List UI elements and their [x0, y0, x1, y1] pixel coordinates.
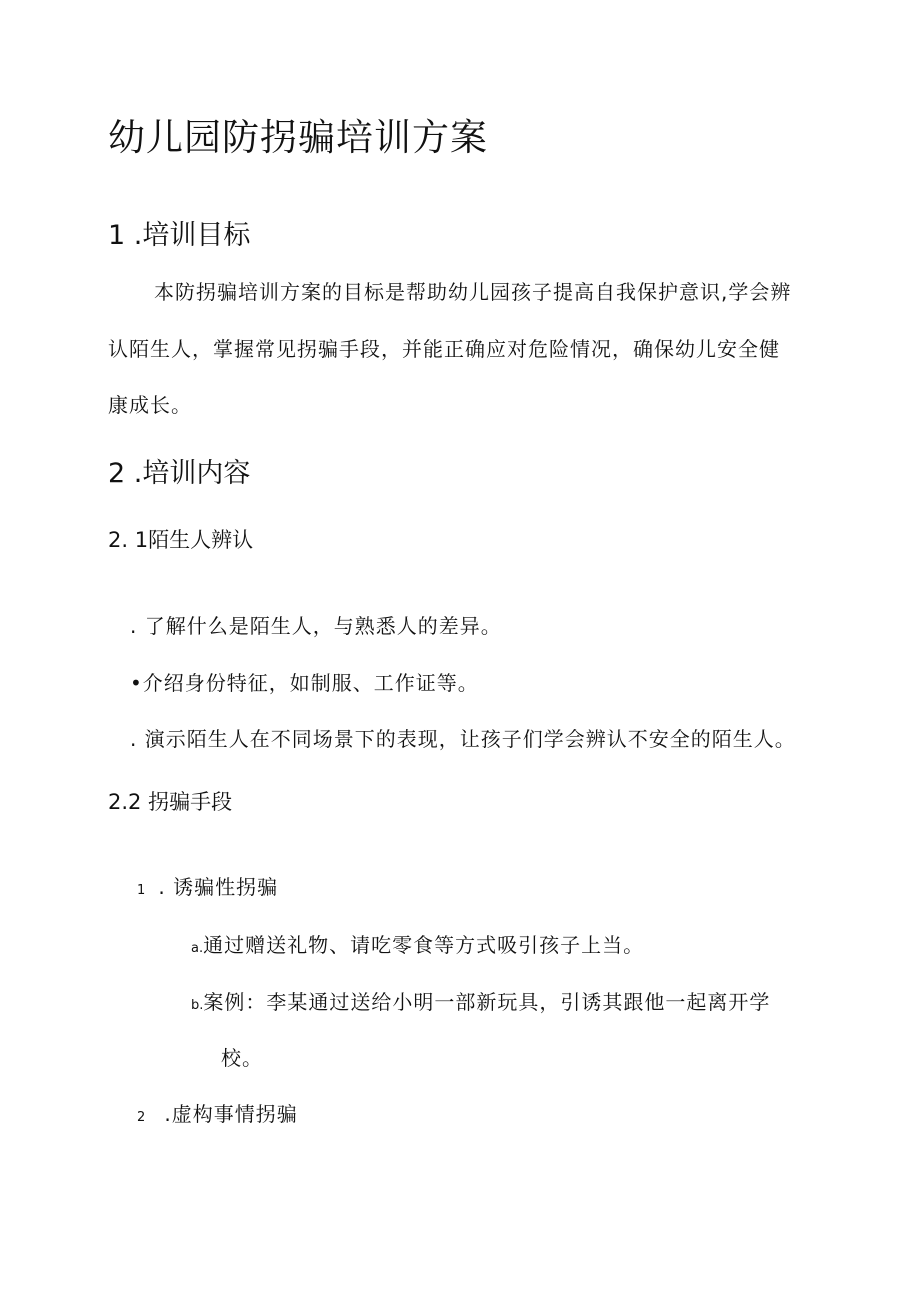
list-item: . 了解什么是陌生人，与熟悉人的差异。 — [130, 614, 502, 638]
document-title: 幼儿园防拐骗培训方案 — [108, 116, 488, 159]
item-a-text: 通过赠送礼物、请吃零食等方式吸引孩子上当。 — [203, 933, 645, 957]
list-item: . 演示陌生人在不同场景下的表现，让孩子们学会辨认不安全的陌生人。 — [130, 727, 796, 751]
list-item: •介绍身份特征，如制服、工作证等。 — [130, 671, 479, 695]
subsection-2-2-heading: 2.2 拐骗手段 — [108, 790, 233, 814]
type-1-item-a — [191, 935, 644, 955]
type-2-line — [137, 1104, 298, 1124]
paragraph-line-3: 康成长。 — [108, 393, 192, 417]
type-1-label: . 诱骗性拐骗 — [158, 875, 279, 899]
item-a-marker: a. — [191, 941, 204, 956]
item-b-text-line-1: 案例：李某通过送给小明一部新玩具，引诱其跟他一起离开学 — [203, 990, 771, 1014]
paragraph-line-1: 本防拐骗培训方案的目标是帮助幼儿园孩子提高自我保护意识,学会辨 — [154, 280, 792, 304]
item-b-text-line-2: 校。 — [221, 1046, 263, 1070]
type-2-label: .虚构事情拐骗 — [164, 1102, 298, 1126]
type-1-line — [137, 877, 278, 897]
type-1-number: 1 — [137, 883, 146, 898]
subsection-2-1-heading: 2. 1陌生人辨认 — [108, 528, 254, 552]
type-2-number: 2 — [137, 1110, 146, 1125]
type-1-item-b — [191, 992, 770, 1012]
section-1-heading: 1 .培训目标 — [108, 220, 251, 251]
item-b-marker: b. — [191, 998, 204, 1013]
paragraph-line-2: 认陌生人，掌握常见拐骗手段，并能正确应对危险情况，确保幼儿安全健 — [108, 337, 780, 361]
section-2-heading: 2 .培训内容 — [108, 458, 251, 489]
